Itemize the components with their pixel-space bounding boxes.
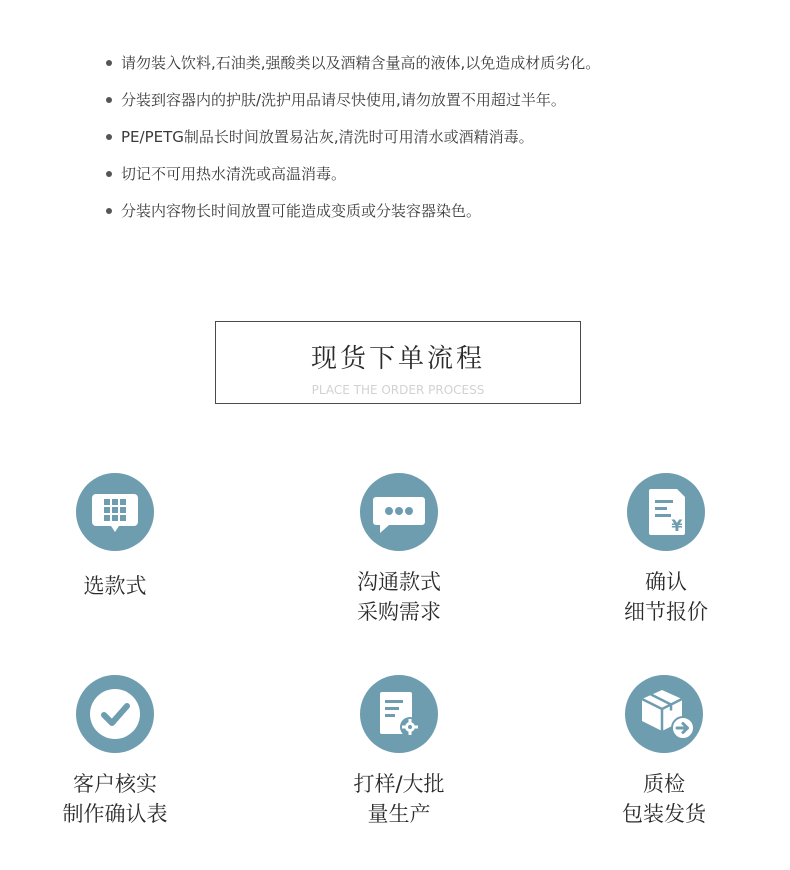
- step-customer-verify: [25, 675, 205, 829]
- note-text: 分装内容物长时间放置可能造成变质或分装容器染色。: [121, 202, 482, 220]
- care-notes-list: [104, 52, 600, 237]
- bullet-icon: [106, 97, 112, 103]
- document-gear-icon: [360, 675, 438, 753]
- step-label-line: 客户核实: [73, 772, 157, 796]
- note-item: [104, 52, 600, 89]
- step-label-line: 量生产: [367, 802, 431, 826]
- svg-text:¥: ¥: [671, 516, 683, 535]
- step-label: [25, 571, 205, 601]
- note-text: 分装到容器内的护肤/洗护用品请尽快使用,请勿放置不用超过半年。: [121, 91, 566, 109]
- grid-chat-icon: [76, 473, 154, 551]
- step-communicate: [309, 473, 489, 627]
- step-label-line: 打样/大批: [353, 772, 445, 796]
- step-label-line: 细节报价: [624, 600, 708, 624]
- note-item: [104, 126, 600, 163]
- step-qc-shipping: [574, 675, 754, 829]
- note-item: [104, 200, 600, 237]
- yen-document-icon: [627, 473, 705, 551]
- step-label-line: 制作确认表: [62, 802, 168, 826]
- checkmark-icon: [76, 675, 154, 753]
- note-item: [104, 89, 600, 126]
- step-confirm-quote: [576, 473, 756, 627]
- step-label: [574, 769, 754, 829]
- step-label-line: 采购需求: [357, 600, 441, 624]
- step-label: [309, 567, 489, 627]
- note-item: [104, 163, 600, 200]
- step-choose-style: [25, 473, 205, 601]
- note-text: 切记不可用热水清洗或高温消毒。: [121, 165, 347, 183]
- step-label-line: 质检: [643, 772, 685, 796]
- note-text: 请勿装入饮料,石油类,强酸类以及酒精含量高的液体,以免造成材质劣化。: [121, 54, 601, 72]
- section-title: 现货下单流程: [310, 344, 485, 374]
- section-title-box: [215, 321, 581, 404]
- note-text: PE/PETG制品长时间放置易沾灰,清洗时可用清水或酒精消毒。: [121, 128, 534, 146]
- section-subtitle: PLACE THE ORDER PROCESS: [311, 383, 485, 397]
- box-arrow-icon: [625, 675, 703, 753]
- step-production: [309, 675, 489, 829]
- chat-bubble-icon: [360, 473, 438, 551]
- step-label-line: 选款式: [83, 574, 147, 598]
- bullet-icon: [106, 171, 112, 177]
- step-label-line: 沟通款式: [357, 570, 441, 594]
- step-label: [576, 567, 756, 627]
- step-label-line: 确认: [645, 570, 687, 594]
- step-label-line: 包装发货: [622, 802, 706, 826]
- bullet-icon: [106, 208, 112, 214]
- step-label: [25, 769, 205, 829]
- bullet-icon: [106, 60, 112, 66]
- step-label: [309, 769, 489, 829]
- bullet-icon: [106, 134, 112, 140]
